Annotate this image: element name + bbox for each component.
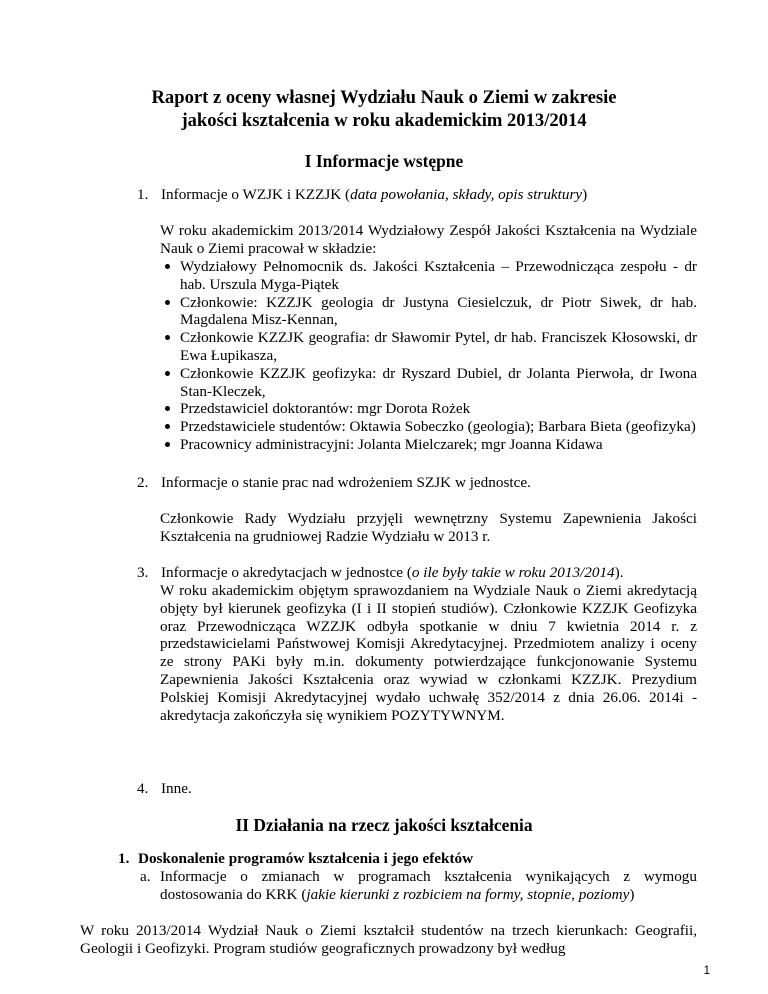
item-1-text-end: ) [582,186,588,203]
bullet-icon [165,300,170,305]
page-number: 1 [703,965,710,977]
title-line-2: jakości kształcenia w roku akademickim 2013/2014 [181,110,587,131]
item-3-text: Informacje o akredytacjach w jednostce ( [161,564,412,581]
bullet-icon [165,424,170,429]
list-item: Pracownicy administracyjni: Jolanta Mielczarek; mgr Joanna Kidawa [160,436,697,454]
list-item: Przedstawiciele studentów: Oktawia Sobeczko (geologia); Barbara Bieta (geofizyka) [160,418,697,436]
list-item: Wydziałowy Pełnomocnik ds. Jakości Kształcenia – Przewodnicząca zespołu - dr hab. Urszula Myga-Piątek [160,258,697,294]
subsection-a-heading [140,868,697,904]
list-item: Przedstawiciel doktorantów: mgr Dorota Rożek [160,400,697,418]
item-3-text-end: ). [614,564,624,581]
subsection-1-number: 1. [118,850,130,867]
item-3-paragraph: W roku akademickim objętym sprawozdaniem na Wydziale Nauk o Ziemi akredytacją objęty był kierunek geofizyka (I i II stopień studiów). Członkowie KZZJK Geofizyka oraz Przewodnicząca WZZJK odbyła spotkanie w dniu 7 kwietnia 2014 r. z przedstawicielami Państwowej Komisji Akredytacyjnej. Przedmiotem analizy i oceny ze strony PAKi były m.in. dokumenty potwierdzające funkcjonowanie Systemu Zapewnienia Jakości Kształcenia oraz wywiad w członkami KZZJK. Prezydium Polskiej Komisji Akredytacyjnej wydało uchwałę 352/2014 z dnia 26.06. 2014i - akredytacja zakończyła się wynikiem POZYTYWNYM. [160,582,697,724]
document-title [80,86,688,132]
item-2-paragraph: Członkowie Rady Wydziału przyjęli wewnętrzny Systemu Zapewnienia Jakości Kształcenia na grudniowej Radzie Wydziału w 2013 r. [160,510,697,545]
bullet-icon [165,264,170,269]
item-1-paragraph: W roku akademickim 2013/2014 Wydziałowy Zespół Jakości Kształcenia na Wydziale Nauk o Ziemi pracował w składzie: [160,222,697,257]
item-3-italic: o ile były takie w roku 2013/2014 [411,564,615,581]
subsection-1-text: Doskonalenie programów kształcenia i jego efektów [138,850,474,867]
section-2-paragraph: W roku 2013/2014 Wydział Nauk o Ziemi kształcił studentów na trzech kierunkach: Geografii, Geologii i Geofizyki. Program studiów geograficznych prowadzony był według [80,922,697,957]
item-1-number: 1. [137,186,149,203]
item-2-number: 2. [137,474,149,491]
item-2-heading [137,474,697,492]
subsection-a-italic: jakie kierunki z rozbiciem na formy, stopnie, poziomy [306,885,630,903]
item-4-number: 4. [137,780,149,797]
subsection-1-heading [118,850,678,868]
subsection-a-text-end: ) [629,885,635,903]
list-item: Członkowie KZZJK geografia: dr Sławomir Pytel, dr hab. Franciszek Kłosowski, dr Ewa Łupikasza, [160,329,697,365]
item-2-text: Informacje o stanie prac nad wdrożeniem SZJK w jednostce. [161,474,531,491]
item-1-text: Informacje o WZJK i KZZJK ( [161,186,351,203]
item-3-number: 3. [137,564,149,581]
item-1-italic: data powołania, składy, opis struktury [350,186,583,203]
bullet-icon [165,442,170,447]
committee-member-list [160,258,697,454]
item-4-heading [137,780,697,798]
subsection-a-letter: a. [140,868,151,885]
subsection-a-text: Informacje o zmianach w programach kształcenia wynikających z wymogu dostosowania do KRK ( [160,868,697,903]
section-2-heading: II Działania na rzecz jakości kształcenia [235,815,533,835]
list-item: Członkowie: KZZJK geologia dr Justyna Ciesielczuk, dr Piotr Siwek, dr hab. Magdalena Misz-Kennan, [160,294,697,330]
section-1-heading: I Informacje wstępne [304,151,464,171]
item-1-heading [137,186,697,204]
bullet-icon [165,406,170,411]
item-3-heading [137,564,697,582]
list-item: Członkowie KZZJK geofizyka: dr Ryszard Dubiel, dr Jolanta Pierwoła, dr Iwona Stan-Kleczek, [160,365,697,401]
title-line-1: Raport z oceny własnej Wydziału Nauk o Ziemi w zakresie [151,87,617,108]
item-4-text: Inne. [161,780,192,797]
bullet-icon [165,371,170,376]
bullet-icon [165,335,170,340]
